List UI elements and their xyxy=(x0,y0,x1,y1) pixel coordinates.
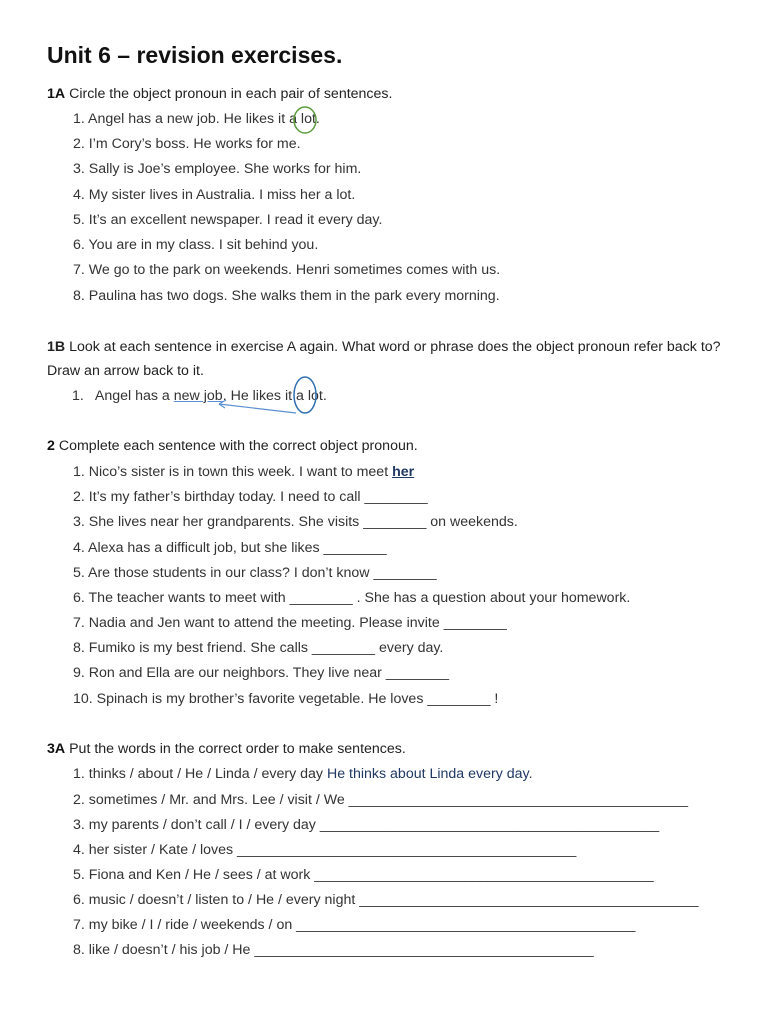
ex2-item: 9. Ron and Ella are our neighbors. They live near ________ xyxy=(73,665,449,681)
ex1a-item: 8. Paulina has two dogs. She walks them in the park every morning. xyxy=(73,288,500,304)
ex1a-item: 5. It’s an excellent newspaper. I read it every day. xyxy=(73,212,383,228)
ex1b-instruction xyxy=(47,335,737,383)
ex2-item: 5. Are those students in our class? I don’t know ________ xyxy=(73,565,437,581)
ex3a-item1-end: . xyxy=(528,766,533,782)
ex1b-example-num: 1. xyxy=(72,388,84,404)
ex2-item: 6. The teacher wants to meet with ________ . She has a question about your homework. xyxy=(73,590,631,606)
ex3a-item1-answer: He thinks about Linda every day xyxy=(326,766,529,782)
ex1a-item: 7. We go to the park on weekends. Henri sometimes comes with us. xyxy=(73,262,501,278)
ex2-label: 2 xyxy=(47,438,55,454)
page-title: Unit 6 – revision exercises. xyxy=(47,42,343,68)
ex3a-item: 6. music / doesn’t / listen to / He / every night ___________________________________________ xyxy=(73,892,699,908)
ex1a-label: 1A xyxy=(47,86,66,102)
ex2-item: 4. Alexa has a difficult job, but she likes ________ xyxy=(73,540,387,556)
ex3a-item: 3. my parents / don’t call / I / every day ___________________________________________ xyxy=(73,817,660,833)
ex3a-item: 2. sometimes / Mr. and Mrs. Lee / visit / We ___________________________________________ xyxy=(73,792,688,808)
ex2-item: 3. She lives near her grandparents. She visits ________ on weekends. xyxy=(73,514,518,530)
ex2-item: 2. It’s my father’s birthday today. I need to call ________ xyxy=(73,489,428,505)
ex2-item1-answer: her xyxy=(392,464,415,480)
ex3a-item xyxy=(73,766,533,782)
ex3a-item: 7. my bike / I / ride / weekends / on ___________________________________________ xyxy=(73,917,636,933)
arrow-annotation xyxy=(219,404,296,413)
ex1b-example-ref: new job xyxy=(173,388,223,404)
ex1b-instruction-text: Look at each sentence in exercise A again. What word or phrase does the object pronoun refer back to? Draw an arrow back to it. xyxy=(47,339,721,379)
ex3a-instruction-text: Put the words in the correct order to make sentences. xyxy=(69,741,406,757)
ex3a-item: 5. Fiona and Ken / He / sees / at work ___________________________________________ xyxy=(73,867,654,883)
ex1a-instruction-text: Circle the object pronoun in each pair of sentences. xyxy=(69,86,393,102)
ex1a-item: 4. My sister lives in Australia. I miss her a lot. xyxy=(73,187,356,203)
ex3a-item: 4. her sister / Kate / loves ___________________________________________ xyxy=(73,842,577,858)
ex1a-item: 2. I’m Cory’s boss. He works for me. xyxy=(73,136,301,152)
ex3a-instruction xyxy=(47,741,406,757)
ex1b-label: 1B xyxy=(47,339,66,355)
ex1a-item: 3. Sally is Joe’s employee. She works for him. xyxy=(73,161,362,177)
ex3a-label: 3A xyxy=(47,741,66,757)
ex2-instruction-text: Complete each sentence with the correct object pronoun. xyxy=(58,438,418,454)
ex2-item: 10. Spinach is my brother’s favorite vegetable. He loves ________ ! xyxy=(73,691,499,707)
ex2-item xyxy=(73,464,414,480)
ex2-item: 8. Fumiko is my best friend. She calls ________ every day. xyxy=(73,640,444,656)
ex3a-item1-text: 1. thinks / about / He / Linda / every day xyxy=(73,766,323,782)
ex2-instruction xyxy=(47,438,418,454)
ex3a-item: 8. like / doesn’t / his job / He ___________________________________________ xyxy=(73,942,594,958)
ex2-item1-text: 1. Nico’s sister is in town this week. I want to meet xyxy=(73,464,389,480)
ex1a-item: 6. You are in my class. I sit behind you. xyxy=(73,237,319,253)
ex1a-instruction xyxy=(47,86,392,102)
ex1b-example xyxy=(72,388,327,404)
ex1a-item: 1. Angel has a new job. He likes it a lot. xyxy=(73,111,320,127)
ex2-item: 7. Nadia and Jen want to attend the meeting. Please invite ________ xyxy=(73,615,507,631)
ex1b-example-post: . He likes it a lot. xyxy=(222,388,327,404)
ex1b-example-pre: Angel has a xyxy=(94,388,170,404)
